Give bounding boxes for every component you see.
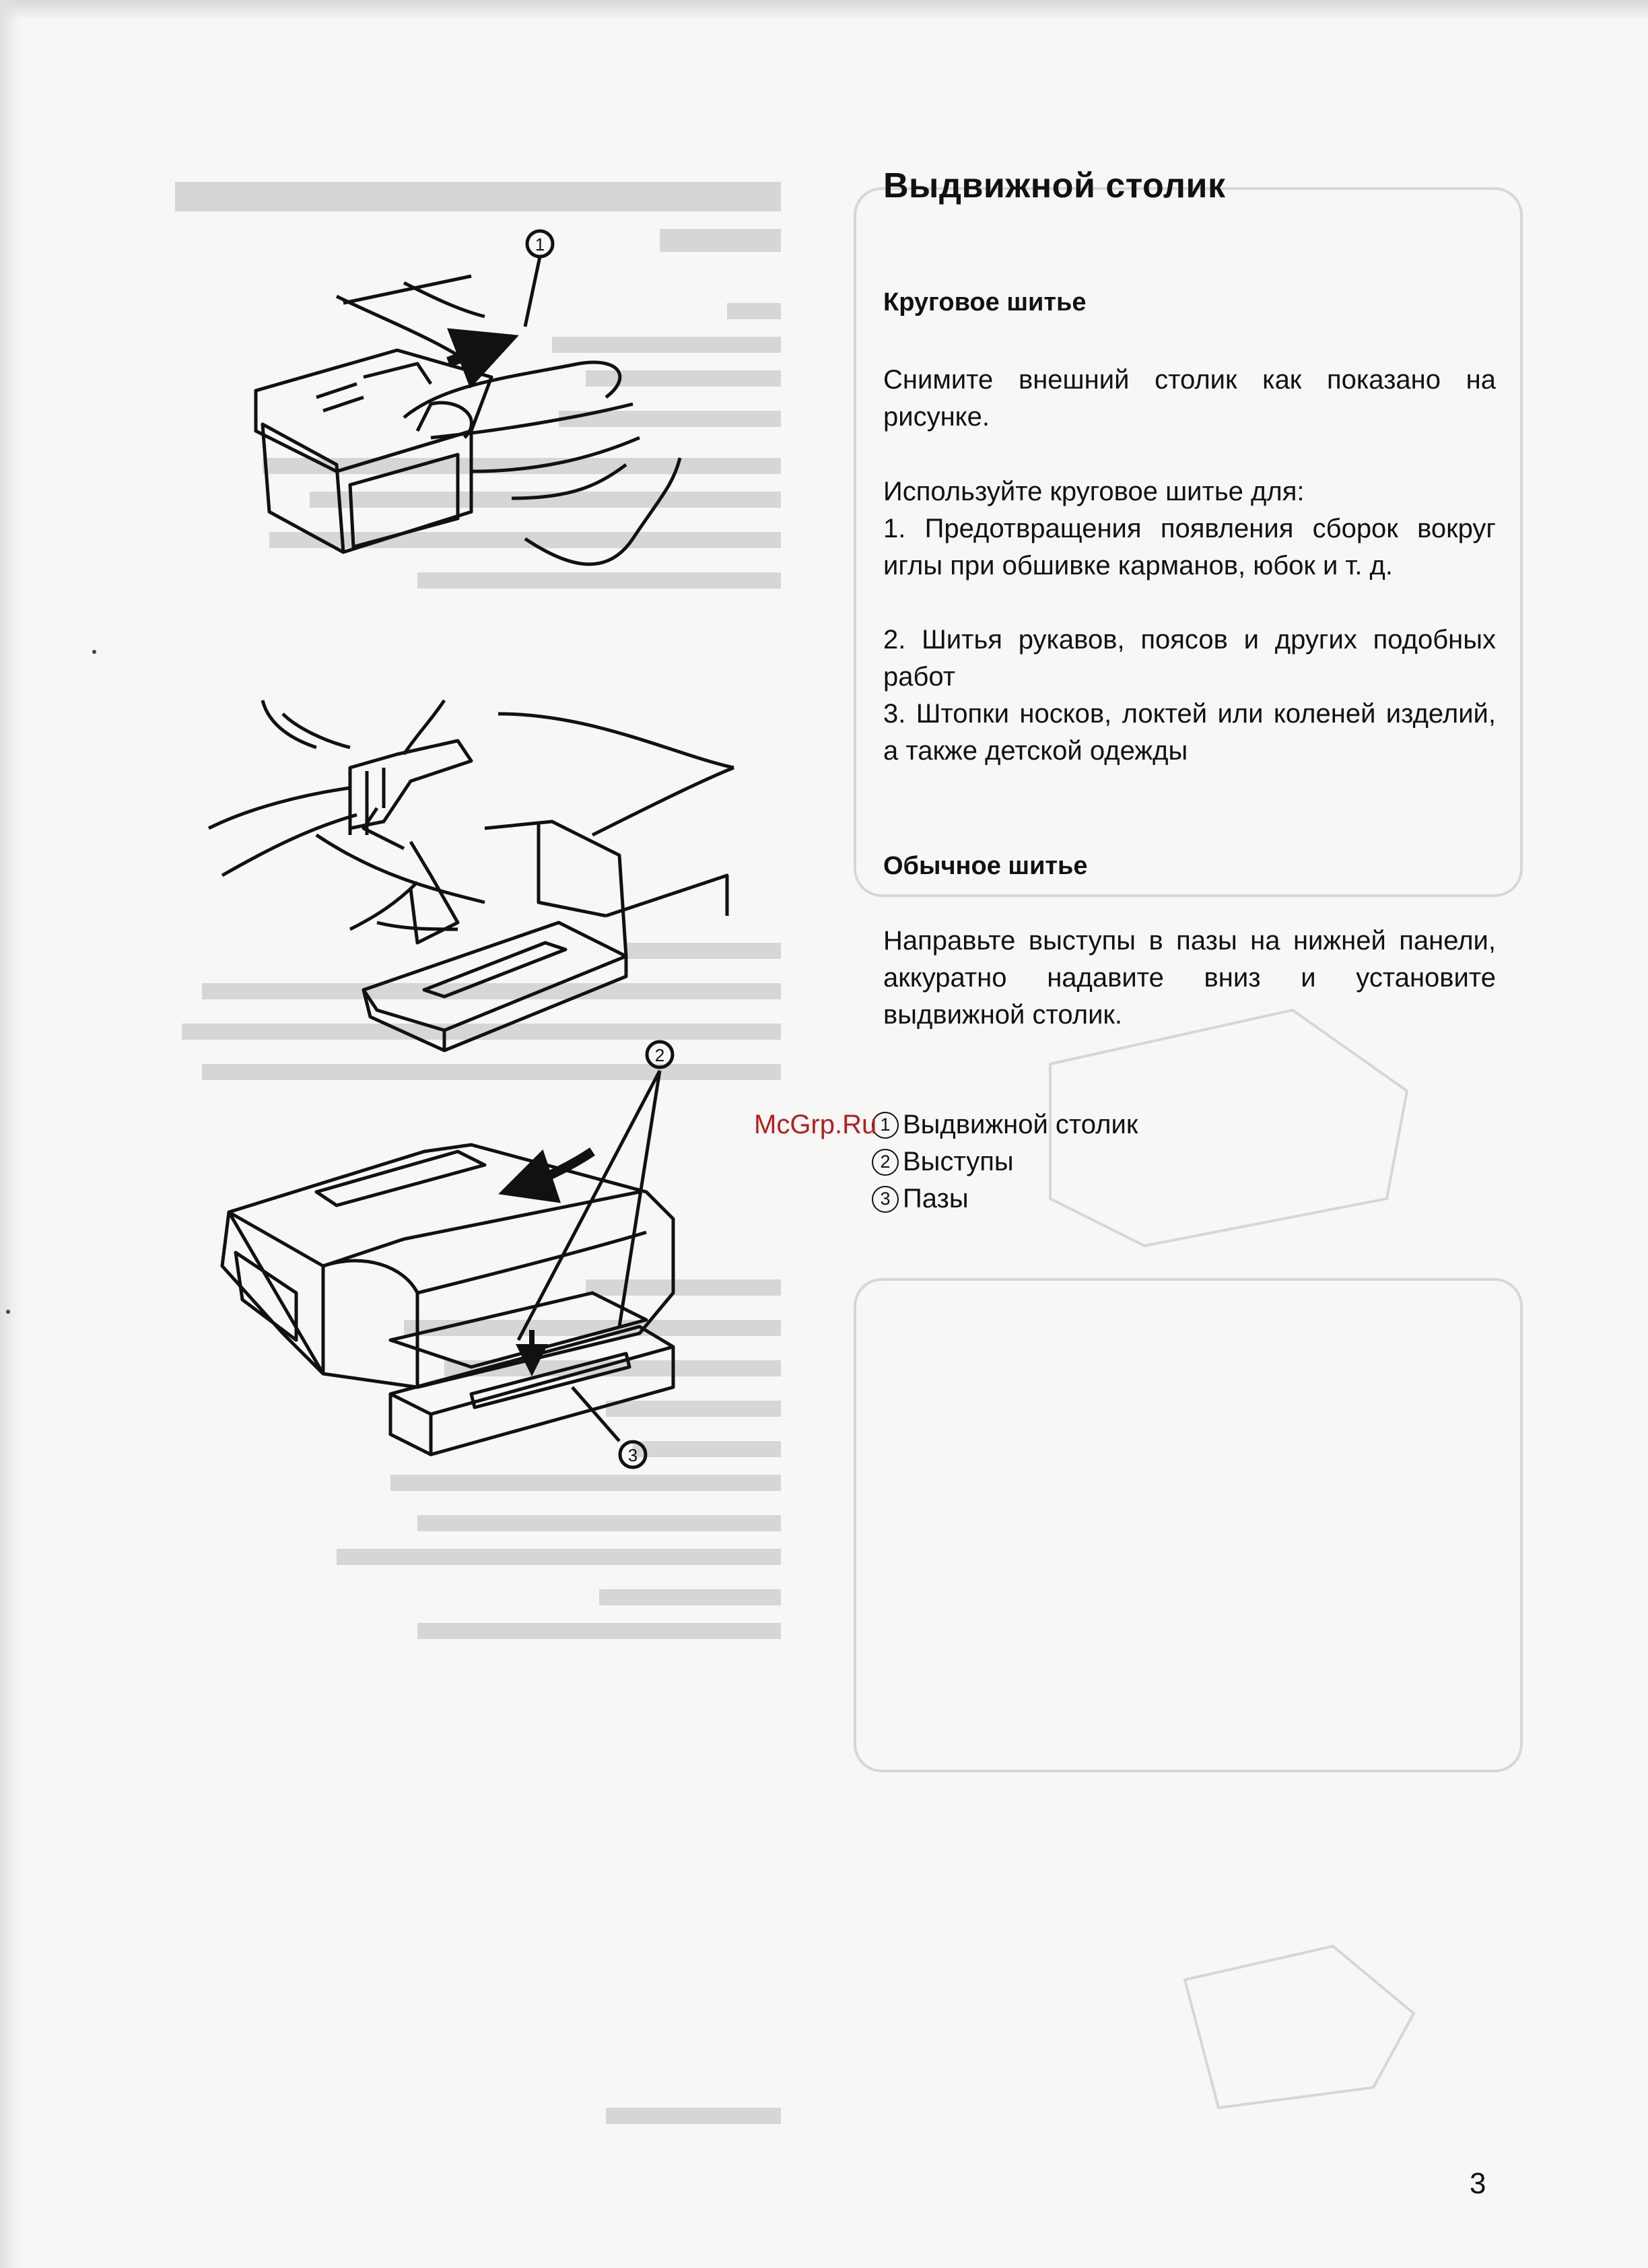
normal-sewing-heading: Обычное шитье: [883, 852, 1088, 880]
callout-2: 2: [654, 1045, 665, 1065]
watermark: McGrp.Ru: [754, 1110, 877, 1139]
normal-sewing-text: Направьте выступы в пазы на нижней панели, аккуратно надавите вниз и установите выдвижной столик.: [883, 926, 1496, 1030]
legend-number: 1: [872, 1112, 899, 1139]
circular-sewing-heading: Круговое шитье: [883, 288, 1087, 316]
legend-number: 3: [872, 1186, 899, 1213]
legend-item: [872, 1143, 1138, 1180]
figure-legend: [872, 1106, 1138, 1218]
legend-item: [872, 1106, 1138, 1143]
page-number: 3: [1470, 2167, 1486, 2200]
figure-attach-table: [222, 1042, 673, 1467]
legend-label: Выдвижной столик: [903, 1110, 1138, 1139]
circular-intro: Снимите внешний столик как показано на рисунке.: [883, 365, 1496, 432]
page-title: Выдвижной столик: [883, 166, 1226, 205]
circular-use-item: 3. Штопки носков, локтей или коленей изделий, а также детской одежды: [883, 699, 1496, 766]
legend-item: [872, 1180, 1138, 1218]
figure-free-arm: [209, 700, 734, 1050]
legend-label: Пазы: [903, 1184, 969, 1213]
circular-use-item: 1. Предотвращения появления сборок вокруг иглы при обшивке карманов, юбок и т. д.: [883, 514, 1496, 580]
circular-use-item: 2. Шитья рукавов, поясов и других подобных работ: [883, 625, 1496, 692]
circular-uses-lead: Используйте круговое шитье для:: [883, 477, 1305, 506]
legend-number: 2: [872, 1149, 899, 1176]
legend-label: Выступы: [903, 1147, 1014, 1176]
figure-remove-table: [256, 231, 680, 564]
callout-1: 1: [535, 234, 545, 255]
callout-3: 3: [627, 1445, 638, 1465]
